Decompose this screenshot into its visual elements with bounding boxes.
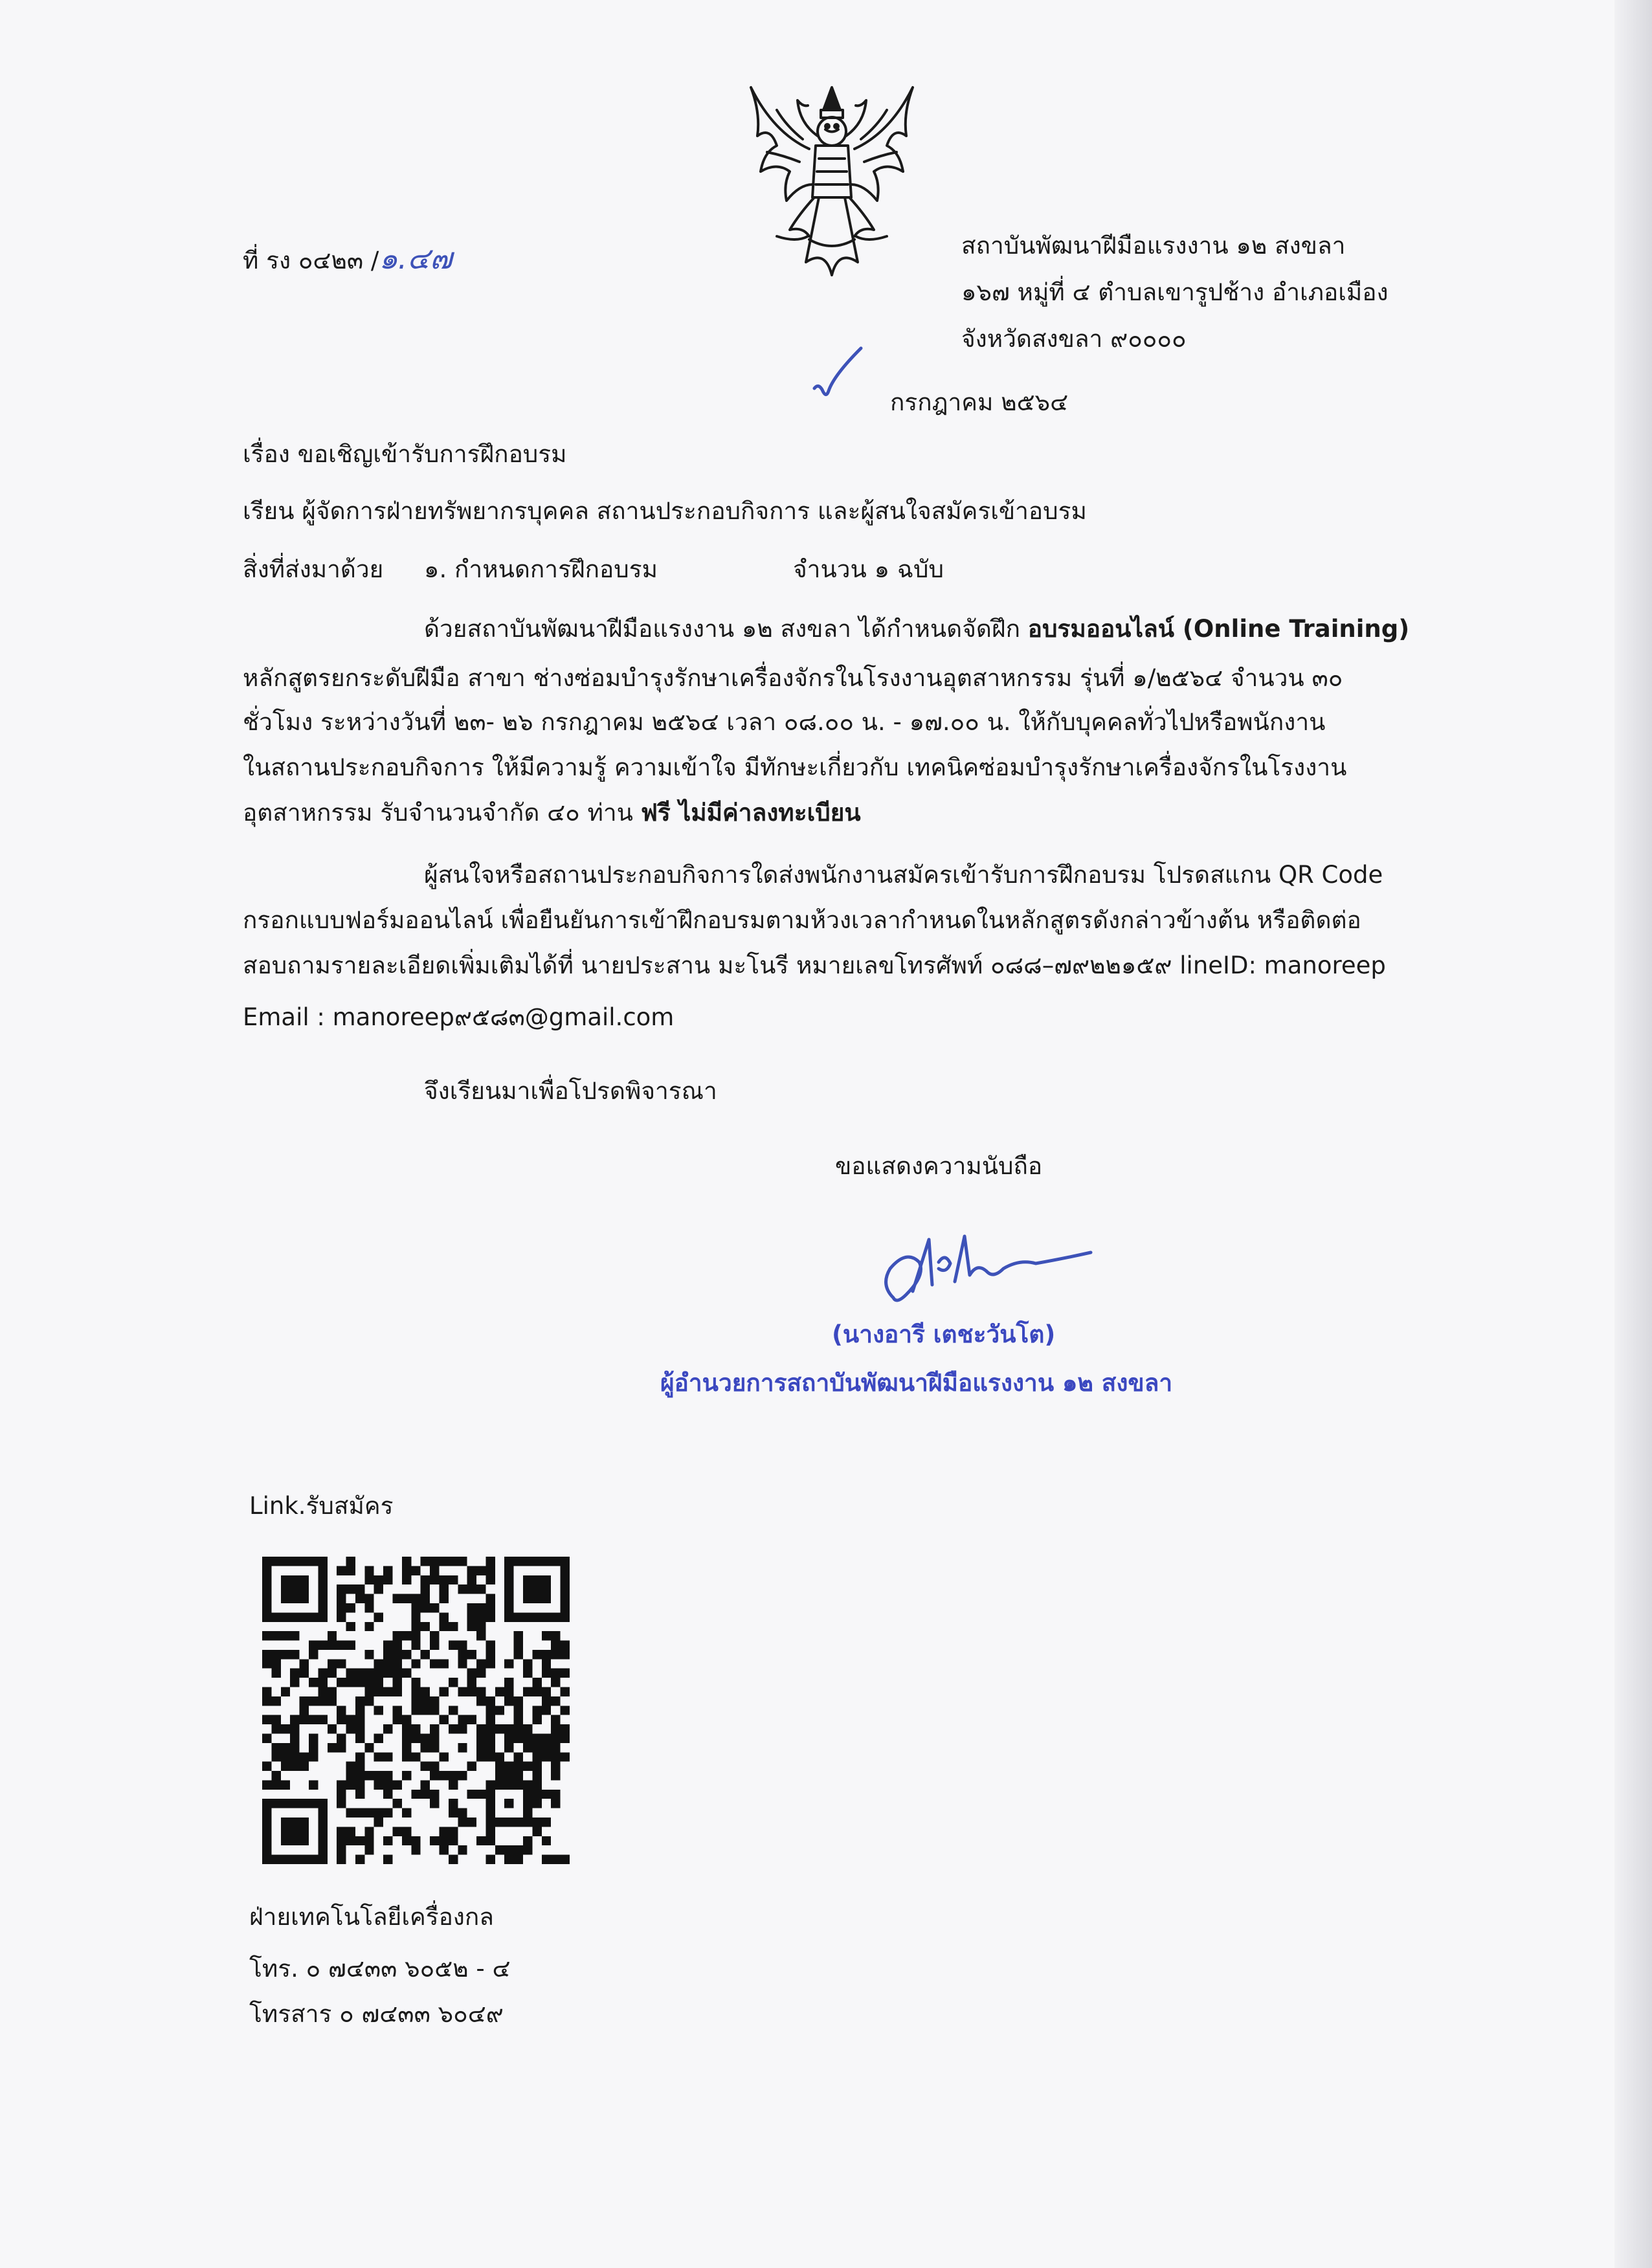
paragraph1-line3: ชั่วโมง ระหว่างวันที่ ๒๓- ๒๖ กรกฎาคม ๒๕๖๔ เวลา ๐๘.๐๐ น. - ๑๗.๐๐ น. ให้กับบุคคลทั่วไปหรือพนักงาน (243, 708, 1326, 736)
closing-request: จึงเรียนมาเพื่อโปรดพิจารณา (424, 1077, 717, 1105)
org-name: สถาบันพัฒนาฝีมือแรงงาน ๑๒ สงขลา (961, 232, 1346, 260)
org-province: จังหวัดสงขลา ๙๐๐๐๐ (961, 325, 1187, 353)
checkmark-icon (809, 343, 867, 414)
enclosure-label: สิ่งที่ส่งมาด้วย (243, 555, 384, 583)
paragraph1-line1-text: ด้วยสถาบันพัฒนาฝีมือแรงงาน ๑๒ สงขลา ได้กำหนดจัดฝึก (424, 615, 1020, 643)
paragraph2-line2: กรอกแบบฟอร์มออนไลน์ เพื่อยืนยันการเข้าฝึกอบรมตามห้วงเวลากำหนดในหลักสูตรดังกล่าวข้างต้น หรือติดต่อ (243, 906, 1361, 934)
enclosure-item: ๑. กำหนดการฝึกอบรม (424, 555, 658, 583)
handwritten-signature (867, 1223, 1100, 1320)
paragraph1-line5-text: อุตสาหกรรม รับจำนวนจำกัด ๔๐ ท่าน (243, 799, 641, 827)
org-address: ๑๖๗ หมู่ที่ ๔ ตำบลเขารูปช้าง อำเภอเมือง (961, 278, 1389, 306)
signatory-name: (นางอารี เตชะวันโต) (832, 1320, 1056, 1348)
qr-code[interactable] (262, 1557, 570, 1864)
document-reference (243, 241, 452, 276)
paragraph1-line1-bold: อบรมออนไลน์ (Online Training) (1027, 615, 1410, 643)
signatory-position: ผู้อำนวยการสถาบันพัฒนาฝีมือแรงงาน ๑๒ สงขลา (660, 1369, 1173, 1397)
paragraph2-line3: สอบถามรายละเอียดเพิ่มเติมได้ที่ นายประสาน มะโนรี หมายเลขโทรศัพท์ ๐๘๘–๗๙๒๒๑๕๙ lineID: manoreep (243, 951, 1386, 979)
paragraph1-line4: ในสถานประกอบกิจการ ให้มีความรู้ ความเข้าใจ มีทักษะเกี่ยวกับ เทคนิคซ่อมบำรุงรักษาเครื่องจักรในโรงงาน (243, 753, 1347, 781)
reference-label: ที่ รง ๐๔๒๓ / (243, 247, 379, 274)
handwritten-reference-number: ๑.๔๗ (379, 241, 452, 276)
regards: ขอแสดงความนับถือ (835, 1152, 1043, 1180)
addressee: เรียน ผู้จัดการฝ่ายทรัพยากรบุคคล สถานประกอบกิจการ และผู้สนใจสมัครเข้าอบรม (243, 497, 1087, 525)
paragraph1-line5 (243, 799, 861, 827)
phone: โทร. ๐ ๗๔๓๓ ๖๐๕๒ - ๔ (249, 1955, 511, 1983)
garuda-emblem-icon (738, 74, 926, 288)
paragraph2-line1: ผู้สนใจหรือสถานประกอบกิจการใดส่งพนักงานสมัครเข้ารับการฝึกอบรม โปรดสแกน QR Code (424, 861, 1383, 889)
free-registration-note: ฟรี ไม่มีค่าลงทะเบียน (640, 799, 861, 827)
paragraph1-line1 (424, 615, 1409, 643)
subject: เรื่อง ขอเชิญเข้ารับการฝึกอบรม (243, 440, 567, 468)
paragraph1-line2: หลักสูตรยกระดับฝีมือ สาขา ช่างซ่อมบำรุงรักษาเครื่องจักรในโรงงานอุตสาหกรรม รุ่นที่ ๑/๒๕๖๔ จำนวน ๓๐ (243, 664, 1343, 692)
department: ฝ่ายเทคโนโลยีเครื่องกล (249, 1903, 494, 1931)
enclosure-count: จำนวน ๑ ฉบับ (793, 555, 944, 583)
letter-date: กรกฎาคม ๒๕๖๔ (890, 388, 1069, 416)
contact-email: Email : manoreep๙๕๘๓@gmail.com (243, 1003, 675, 1031)
page-edge-shadow (1614, 0, 1652, 2268)
qr-caption: Link.รับสมัคร (249, 1492, 394, 1520)
fax: โทรสาร ๐ ๗๔๓๓ ๖๐๔๙ (249, 2000, 504, 2028)
